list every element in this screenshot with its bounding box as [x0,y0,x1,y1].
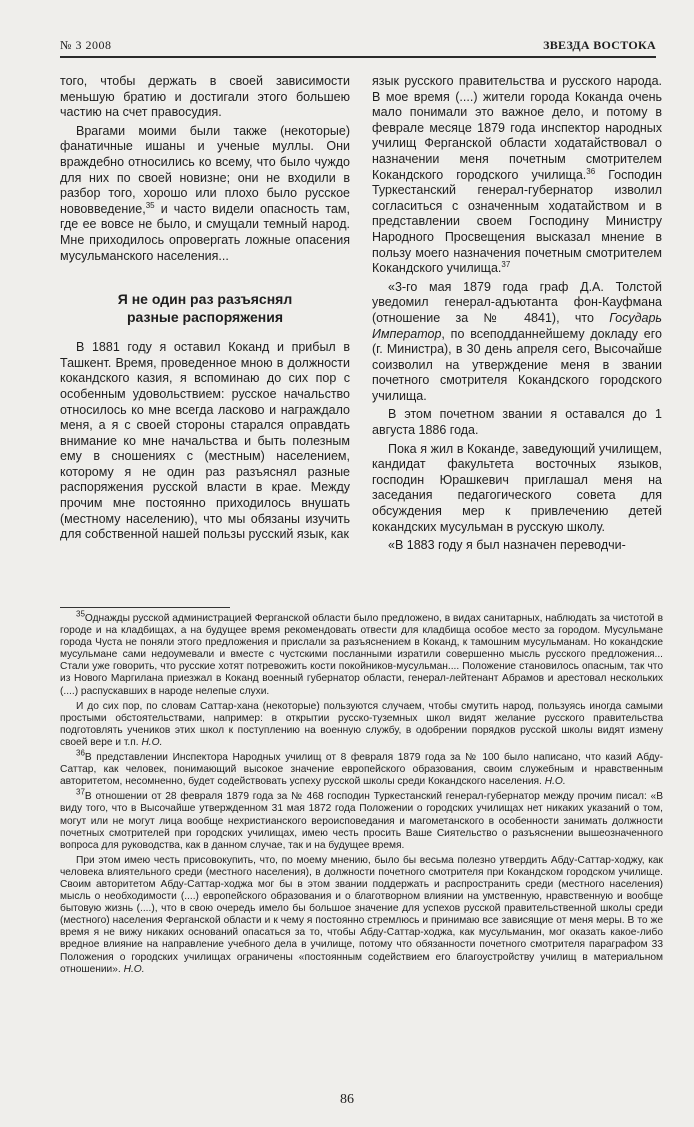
paragraph [372,74,662,277]
left-column [60,74,350,546]
running-head [60,38,656,58]
footnotes [60,609,663,979]
paragraph: «В 1883 году я был назначен переводчи- [388,538,626,553]
footnote-number: 37 [76,787,85,797]
footnote-37 [60,787,663,851]
right-column [372,74,662,557]
issue-number: № 3 2008 [60,38,112,52]
paragraph-text: «3-го мая 1879 года граф Д.А. Толстой уведомил генерал-адъютанта фон-Кауфмана (отношение за № 4841), что [372,279,662,325]
footnote-text: При этом имею честь присовокупить, что, по моему мнению, было бы весьма полезно утвердить Абду-Саттар-ходжу, как человека влиятельного среди (местного населения), в должности почетного смотрителя при Кокандском городском училище. Своим авторитетом Абду-Саттар-ходжа мог бы в этом звании поддержать и распространить среди (местного населения) мысль о необходимости (....) европейского образования и о благотворном влиянии на умственную, нравственную и вообще бытовую жизнь (....), что в свою очередь имело бы большое значение для успехов русской правительственной школы среди (местного) населения Ферганской области и к чему я постоянно стремлюсь и принимаю все зависящие от меня меры. В то же время я не вижу никаких оснований опасаться за то, чтобы Абду-Саттар-ходжа, как мусульманин, мог оказать какое-либо вредное влияние на направление учебного дела в училище, потому что обязанности почетного смотрителя параграфом 33 Положения о городских училищах ограничены «постоянным содействием его благоустройству училищ в материальном отношении». [60,854,663,975]
paragraph: В этом почетном звании я оставался до 1 августа 1886 года. [372,407,662,438]
paragraph-text: Господин Туркестанский генерал-губернатор изволил согласиться с означенным ходатайством и в представлении своем Господину Министру Народного Просвещения высказал мнение в пользу моего назначения почетным смотрителем Кокандского училища. [372,167,663,276]
section-heading [60,290,350,326]
footnote-35 [60,609,663,698]
footnote-text: Однажды русской администрацией Ферганской области было предложено, в видах санитарных, наблюдать за чистотой в городе и на кладбищах, а на будущее время рекомендовать отвести для кладбища особое место за городом. Мусульмане города Чуста не поняли этого предложения и прислали за разъяснением в Коканд, к тамошним мусульманам. Но кокандские мусульмане сами недоумевали и вместе с чустскими посланными изратили совершенно мысль русского предложения... Стали уже говорить, что русские хотят потревожить кости покойников-мусульман.... Положение становилось опасным, так что из Нового Маргилана приезжал в Коканд военный губернатор области, генерал-лейтенант Абрамов и арестовал нескольких (....) распускавших в народе нелепые слухи. [60,613,663,697]
footnote-ref-36: 36 [586,166,596,176]
paragraph-text: и часто видели опасность там, где ее вовсе не было, и смущали темный народ. Мне приходилось опровергать ложные опасения мусульманского населения... [60,201,350,263]
footnote-text: В отношении от 28 февраля 1879 года за № 468 господин Туркестанский генерал-губернатор между прочим писал: «В виду того, что в Высочайше утвержденном 31 мая 1872 года Положении о городских училищах нет никаких указаний о том, могут или не могут лица вообще нехристианского вероисповедания и магометанского в особенности занимать должности почетных смотрителей при городских училищах, имею честь просить Ваше Сиятельство о разъяснении вышеозначенного вопроса для руководства, как в данном случае, так и на будущее время. [60,791,663,851]
paragraph: В 1881 году я оставил Коканд и прибыл в Ташкент. Время, проведенное мною в должности кокандского казия, я вспоминаю до сих пор с особенным удовольствием: русское начальство относилось ко мне всегда ласково и награждало меня, а я с своей стороны старался оправдать внимание ко мне начальства и быть полезным ему в сношениях с (местным) населением, которому я не один раз разъяснял разные распоряжения русской власти в крае. Между прочим мне постоянно приходилось внушать (местному населению), что мы обязаны изучить для собственной нашей пользы русский язык, как [60,340,350,542]
paragraph: Пока я жил в Коканде, заведующий училищем, кандидат факультета восточных языков, господин Юрашкевич приглашал меня на заседания педагогического совета для обсуждения мер к привлечению детей кокандских мусульман в русскую школу. [372,441,662,534]
footnote-36 [60,748,663,788]
paragraph-text: Врагами моими были также (некоторые) фанатичные ишаны и ученые муллы. Они враждебно относились ко всему, что было чуждо для них по своей новизне; они не входили в разбор того, хорошо или плохо было русское нововведение, [60,123,350,216]
paragraph: того, чтобы держать в своей зависимости меньшую братию и достигали этого большею частию на счет правосудия. [60,74,350,120]
page-number: 86 [340,1092,354,1107]
footnote-signature: Н.О. [141,736,163,748]
footnote-37-continued [60,855,663,976]
paragraph-text: , по всеподданнейшему докладу его (г. Министра), в 30 день апреля сего, Высочайше соизволил на утверждение меня в звании почетного смотрителя Кокандского городского училища. [372,326,662,403]
footnote-signature: Н.О. [123,963,145,975]
footnote-ref-35: 35 [145,200,155,210]
footnote-text: И до сих пор, по словам Саттар-хана (некоторые) пользуются случаем, чтобы смутить народ, пользуясь иногда самыми простыми обстоятельствами, например: в открытии русско-туземных школ видят желание русского правительства подготовлять учеников этих школ к поступлению на военную службу, в одобрении порядков русской школы видят измену своей вере и т.п. [60,700,663,748]
footnote-signature: Н.О. [544,776,566,788]
paragraph [372,280,662,405]
paragraph [60,124,350,264]
footnote-35-continued [60,701,663,749]
footnote-ref-37: 37 [501,259,511,269]
journal-title: ЗВЕЗДА ВОСТОКА [543,38,656,52]
emphasis: Государь Император [372,310,662,341]
paragraph-text: язык русского правительства и русского народа. В мое время (....) жители города Коканда очень мало понимали это важное дело, и потому в феврале месяце 1879 года инспектор народных училищ Ферганской области ходатайствовал о назначении меня почетным смотрителем Кокандского городского училища. [372,74,662,182]
footnote-rule [60,607,230,608]
footnote-number: 36 [76,748,85,758]
footnote-text: В представлении Инспектора Народных училищ от 8 февраля 1879 года за № 100 было написано, что казий Абду-Саттар, как человек, понимающий высокое значение европейского образования, своим служебным и нравственным авторитетом, несомненно, будет содействовать успеху русской школы среди Кокандского населения. [60,752,663,788]
heading-line: разные распоряжения [127,309,283,326]
heading-line: Я не один раз разъяснял [117,291,293,308]
footnote-number: 35 [76,609,85,619]
